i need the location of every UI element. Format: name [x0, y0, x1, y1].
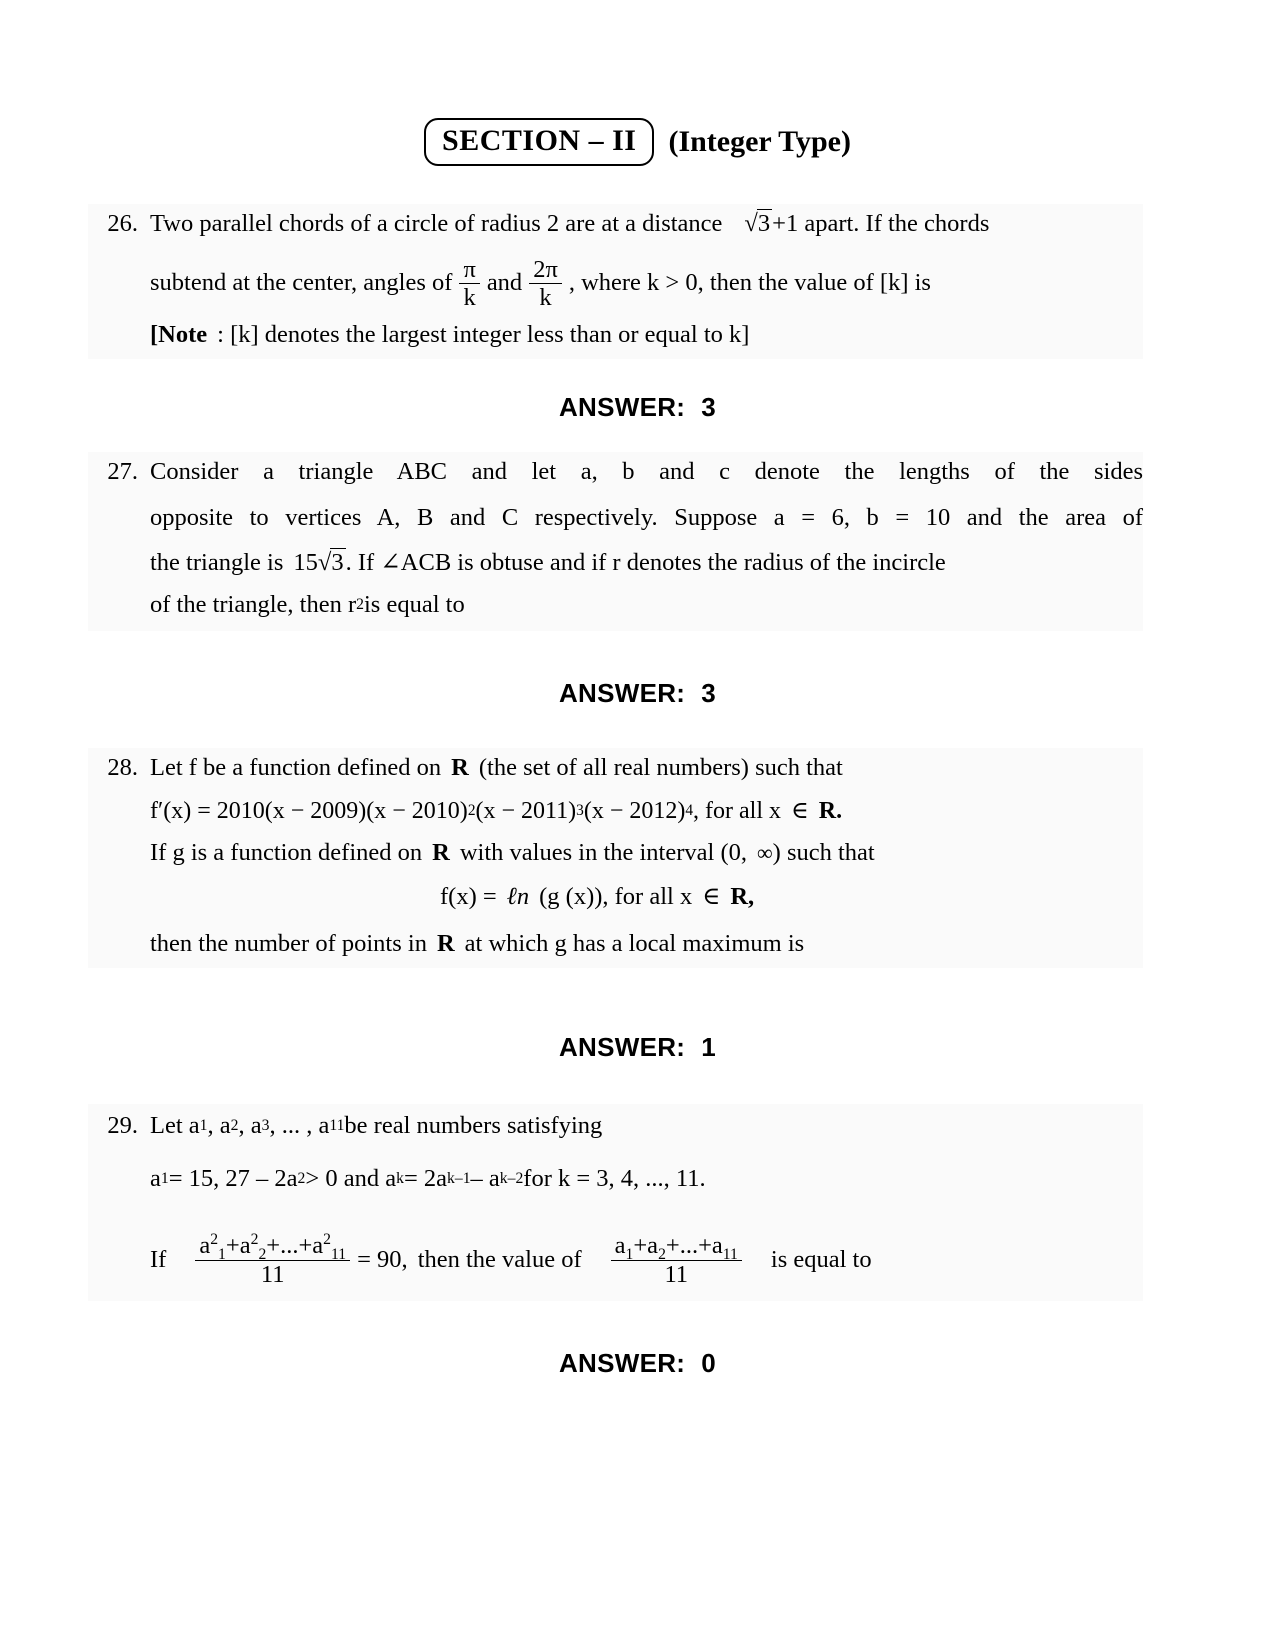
- question-number-27: 27.: [107, 458, 138, 485]
- fraction-sum-mean: [611, 1233, 742, 1287]
- fraction-pi-over-k: [459, 257, 479, 311]
- subscript-2: 2: [258, 1245, 267, 1263]
- q29-line2-part5: – a: [470, 1164, 500, 1192]
- subscript-11: 11: [722, 1245, 738, 1263]
- fraction-denominator: k: [459, 283, 479, 311]
- fraction-numerator: π: [463, 255, 476, 283]
- q29-line1-part2: , a: [207, 1112, 231, 1139]
- q27-line3-part1: the triangle is: [150, 549, 284, 576]
- q29-line1-part3: , a: [238, 1112, 262, 1139]
- real-numbers-symbol: R,: [730, 883, 755, 910]
- exponent-2: 2: [323, 1230, 332, 1248]
- q28-line1-part1: Let f be a function defined on: [150, 754, 442, 781]
- section-type-label: (Integer Type): [668, 125, 851, 158]
- q27-line4-part1: of the triangle, then r: [150, 590, 357, 618]
- fraction-sum-of-squares: [195, 1230, 350, 1288]
- fraction-denominator: 11: [611, 1260, 742, 1288]
- answer-27: [0, 678, 1275, 709]
- q27-coefficient: 15: [293, 549, 318, 576]
- answer-value: 3: [701, 678, 717, 708]
- q28-line4-part2: (g (x)), for all x: [539, 883, 693, 910]
- fraction-2pi-over-k: [529, 257, 562, 311]
- q27-line2: opposite to vertices A, B and C respectively. Suppose a = 6, b = 10 and the area of: [150, 503, 1143, 531]
- section-label: SECTION – II: [424, 118, 654, 166]
- q26-line2-part2: , where k > 0, then the value of [k] is: [568, 269, 931, 297]
- q26-line1-part2: +1 apart. If the chords: [772, 210, 990, 237]
- q29-line2-part1: a: [150, 1164, 161, 1192]
- answer-value: 0: [701, 1348, 717, 1378]
- q28-function-equation: f(x) =: [440, 883, 497, 910]
- q29-line2-part4: = 2a: [403, 1164, 448, 1192]
- answer-value: 3: [701, 392, 717, 422]
- answer-label: ANSWER:: [558, 678, 686, 708]
- infinity-symbol: ∞: [756, 839, 773, 865]
- section-header: [0, 118, 1275, 166]
- sqrt-radicand: 3: [331, 549, 344, 576]
- fraction-numerator: 2π: [533, 255, 558, 283]
- real-numbers-symbol: R: [451, 754, 469, 781]
- q29-if-label: If: [150, 1245, 167, 1273]
- q28-line5-part1: then the number of points in: [150, 929, 427, 957]
- answer-26: [0, 392, 1275, 423]
- q26-line2-mid: and: [486, 269, 523, 297]
- q28-line3-part3: ) such that: [772, 838, 875, 866]
- answer-label: ANSWER:: [558, 1032, 686, 1062]
- subscript-11: 11: [331, 1245, 347, 1263]
- q28-line5-part2: at which g has a local maximum is: [464, 929, 805, 957]
- note-label: [Note: [150, 320, 208, 348]
- element-of-symbol: ∈: [791, 797, 809, 824]
- q29-equals-90: = 90,: [357, 1245, 408, 1273]
- q29-line1-part4: , ... , a: [269, 1112, 330, 1139]
- question-number-28: 28.: [107, 754, 138, 781]
- q29-line2-part2: = 15, 27 – 2a: [168, 1164, 298, 1192]
- q28-derivative-formula: f′(x) = 2010(x − 2009)(x − 2010): [150, 797, 468, 824]
- q29-then-label: then the value of: [417, 1245, 582, 1273]
- subscript-2: 2: [658, 1245, 666, 1263]
- subscript-1: 1: [625, 1245, 634, 1263]
- q28-line1-part2: (the set of all real numbers) such that: [478, 754, 843, 781]
- answer-29: [0, 1348, 1275, 1379]
- subscript-1: 1: [218, 1245, 226, 1263]
- answer-value: 1: [701, 1032, 717, 1062]
- q29-line2-part6: for k = 3, 4, ..., 11.: [523, 1164, 706, 1192]
- q28-line3-part2: with values in the interval (0,: [459, 838, 747, 866]
- q28-formula-part2: (x − 2011): [475, 797, 577, 824]
- q26-line2-part1: subtend at the center, angles of: [150, 269, 453, 297]
- sqrt-symbol: √3: [317, 549, 344, 576]
- question-block-29: 29. Let a 1 , a 2 , a 3 , ... , a 11 be real numbers satisfying a 1 = 15, 27 – 2a 2 > 0 and a k = 2a k–1 – a k–2 for k = 3, 4, ..., 11. If $\frac{a^2_1+a^2_2+...+a^2_{11}}{11}$ = 90, then the value of $\frac{a_1+a_2+...+a_{11}}{11}$ is equal to: [88, 1104, 1143, 1301]
- answer-label: ANSWER:: [558, 392, 686, 422]
- q27-line4-part2: is equal to: [363, 590, 465, 618]
- natural-log-symbol: ℓn: [506, 883, 530, 910]
- answer-28: [0, 1032, 1275, 1063]
- question-number-29: 29.: [107, 1112, 138, 1139]
- exponent-2: 2: [210, 1230, 219, 1248]
- sqrt-radicand: 3: [757, 210, 771, 237]
- real-numbers-symbol: R: [436, 929, 455, 957]
- q29-line1-part5: be real numbers satisfying: [344, 1112, 603, 1139]
- q29-line1-part1: Let a: [150, 1112, 200, 1139]
- real-numbers-symbol: R: [432, 838, 450, 866]
- q28-line3-part1: If g is a function defined on: [150, 838, 423, 866]
- fraction-numerator: $a_1+a_2+...+a_{11}$: [614, 1232, 738, 1263]
- q28-formula-tail: , for all x: [693, 797, 782, 824]
- q29-line2-part3: > 0 and a: [305, 1164, 397, 1192]
- q27-line3-part2: . If ∠ACB is obtuse and if r denotes the radius of the incircle: [345, 549, 946, 576]
- element-of-symbol: ∈: [702, 883, 721, 910]
- fraction-numerator: $a^2_1+a^2_2+...+a^2_{11}$: [199, 1230, 347, 1263]
- q29-line3-tail: is equal to: [770, 1245, 872, 1273]
- exponent-2: 2: [250, 1230, 259, 1248]
- q27-line1: Consider a triangle ABC and let a, b and c denote the lengths of the sides: [150, 458, 1143, 485]
- question-block-27: 27. Consider a triangle ABC and let a, b and c denote the lengths of the sides opposite to vertices A, B and C respectively. Suppose a = 6, b = 10 and the area of the triangle is 15 √3 . If ∠ACB is obtuse and if r denotes the radius of the incircle of the triangle, then r 2 is equal to: [88, 452, 1143, 631]
- q28-formula-part3: (x − 2012): [583, 797, 686, 824]
- question-number-26: 26.: [107, 210, 138, 237]
- real-numbers-symbol: R.: [818, 797, 843, 824]
- sqrt-symbol: √3: [744, 210, 771, 237]
- fraction-denominator: k: [529, 283, 562, 311]
- note-text: : [k] denotes the largest integer less than or equal to k]: [217, 320, 750, 348]
- fraction-denominator: 11: [195, 1260, 350, 1288]
- question-block-26: [88, 204, 1143, 359]
- q26-line1-part1: Two parallel chords of a circle of radius 2 are at a distance: [150, 210, 723, 237]
- question-block-28: 28. Let f be a function defined on R (the set of all real numbers) such that f′(x) = 2010(x − 2009)(x − 2010) 2 (x − 2011) 3 (x − 2012) 4 , for all x ∈ R. If g is a function defined on R with values in the interval (0, ∞ ) such that f(x) = ℓn (g (x)), for all x ∈ R, then the number of points in R at which g has a local maximum is: [88, 748, 1143, 968]
- answer-label: ANSWER:: [558, 1348, 686, 1378]
